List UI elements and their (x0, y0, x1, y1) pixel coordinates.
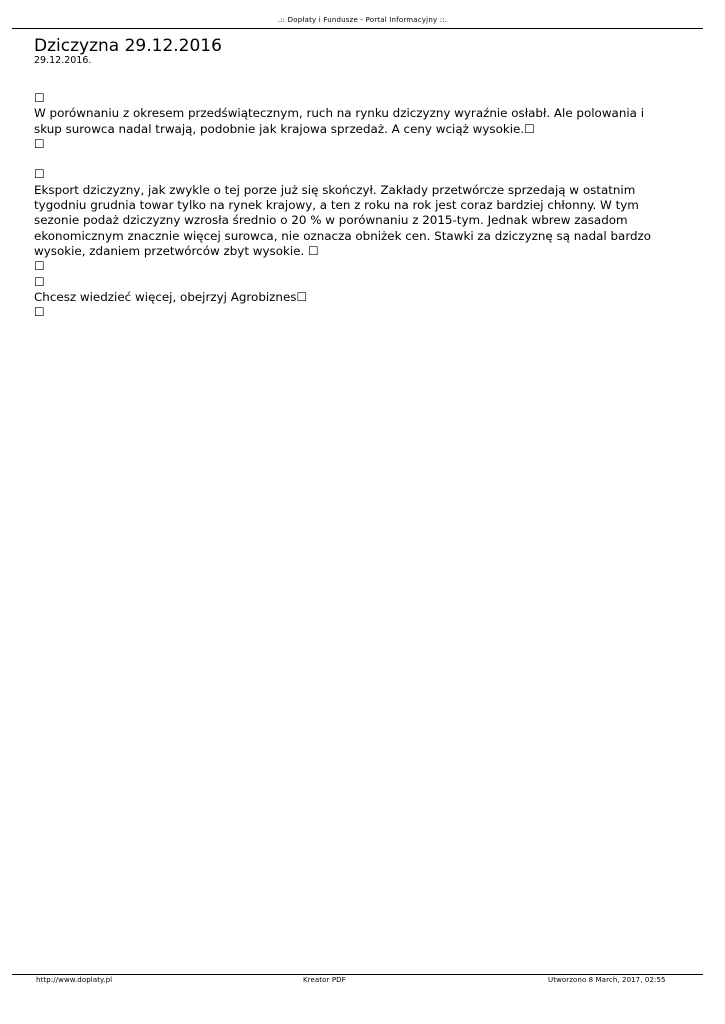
placeholder-glyph: ☐ (34, 259, 45, 274)
paragraph-spacer (34, 152, 674, 167)
placeholder-glyph: ☐ (34, 136, 45, 151)
footer-url[interactable]: http://www.doplaty.pl (36, 976, 113, 984)
agrobiznes-line: Chcesz wiedzieć więcej, obejrzyj Agrobiznes☐ (34, 289, 308, 304)
placeholder-glyph: ☐ (34, 305, 45, 320)
footer-generator: Kreator PDF (303, 976, 346, 984)
article-date: 29.12.2016. (34, 55, 92, 66)
paragraph-2-line-2: tygodniu grudnia towar tylko na rynek krajowy, a ten z roku na rok jest coraz bardziej chłonny. W tym (34, 198, 639, 213)
paragraph-2-line-1: Eksport dziczyzny, jak zwykle o tej porze już się skończył. Zakłady przetwórcze sprzedają w ostatnim (34, 182, 636, 197)
paragraph-1-line-2: skup surowca nadal trwają, podobnie jak krajowa sprzedaż. A ceny wciąż wysokie.☐ (34, 121, 535, 136)
placeholder-glyph: ☐ (34, 167, 45, 182)
article-body (34, 91, 674, 320)
footer-divider (12, 974, 703, 975)
paragraph-2-line-3: sezonie podaż dziczyzny wzrosła średnio o 20 % w porównaniu z 2015-tym. Jednak wbrew zasadom (34, 213, 628, 228)
page-header: .:: Dopłaty i Fundusze - Portal Informacyjny ::. (277, 16, 448, 24)
paragraph-2-line-4: ekonomicznym znacznie więcej surowca, nie oznacza obniżek cen. Stawki za dziczyznę są nadal bardzo (34, 228, 652, 243)
placeholder-glyph: ☐ (34, 91, 45, 105)
article-title: Dziczyzna 29.12.2016 (34, 36, 222, 56)
paragraph-1-line-1: W porównaniu z okresem przedświątecznym, ruch na rynku dziczyzny wyraźnie osłabł. Ale polowania i (34, 106, 645, 121)
header-divider (12, 28, 703, 29)
placeholder-glyph: ☐ (34, 274, 45, 289)
paragraph-2-line-5: wysokie, zdaniem przetwórców zbyt wysokie. ☐ (34, 243, 319, 258)
footer-created-date: Utworzono 8 March, 2017, 02:55 (548, 976, 666, 984)
